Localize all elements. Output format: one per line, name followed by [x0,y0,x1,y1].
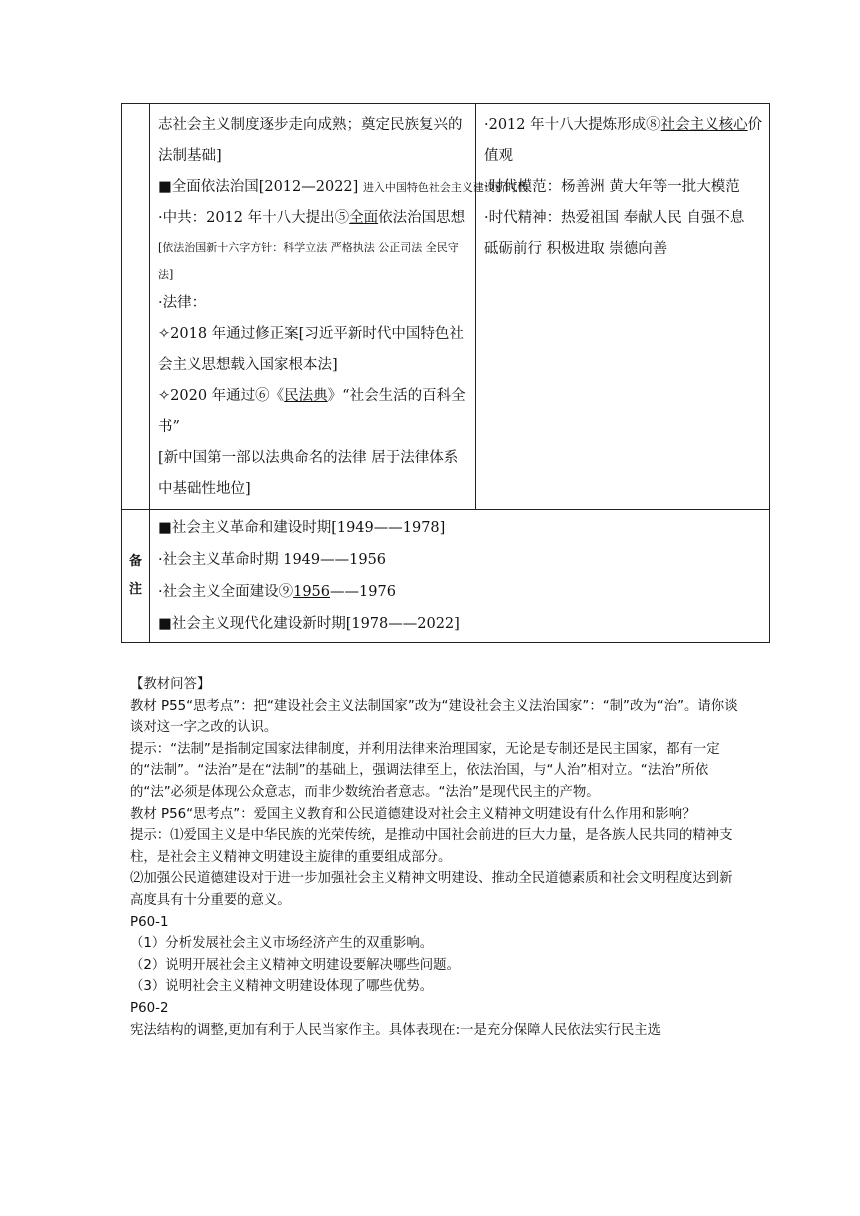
exercise-label: P60-2 [130,1000,169,1016]
list-item: ·社会主义全面建设⑨1956——1976 [158,584,396,600]
list-item: ·中共：2012 年十八大提出⑤全面依法治国思想 [158,210,466,226]
list-item: ·法律： [158,295,207,311]
notes-label: 备 注 [122,510,150,643]
list-item: ·社会主义革命时期 1949——1956 [158,552,387,568]
table-row [122,510,770,643]
exercise-label: P60-1 [130,914,169,930]
section-heading: 【教材问答】 [130,677,211,692]
textbook-qa-section [130,674,740,1041]
answer-text: 提示：“法制”是指制定国家法律制度，并利用法律来治理国家，无论是专制还是民主国家，都有一定的“法制”。“法治”是在“法制”的基础上，强调法律至上，依法治国，与“人治”相对立。“法治”所依的“法”必须是体现公众意志，而非少数统治者意志。“法治”是现代民主的产物。 [130,741,720,800]
history-table [121,103,770,643]
list-item: ■社会主义革命和建设时期[1949——1978] [158,520,446,536]
list-item: ·时代精神：热爱祖国 奉献人民 自强不息 砥砺前行 积极进取 崇德向善 [484,210,745,257]
list-item: ·时代模范：杨善洲 黄大年等一批大模范 [484,179,740,195]
list-item: [依法治国新十六字方针：科学立法 严格执法 公正司法 全民守法] [158,241,459,281]
question-text: 教材 P55“思考点”：把“建设社会主义法制国家”改为“建设社会主义法治国家”：“制”改为“治”。请你谈谈对这一字之改的认识。 [130,698,738,736]
right-content-cell [476,104,770,510]
list-item: ■社会主义现代化建设新时期[1978——2022] [158,616,460,632]
list-item: （3）说明社会主义精神文明建设体现了哪些优势。 [130,979,434,995]
list-item: ✧2018 年通过修正案[习近平新时代中国特色社会主义思想载入国家根本法] [158,326,464,373]
answer-text: ⑵加强公民道德建设对于进一步加强社会主义精神文明建设、推动全民道德素质和社会文明程度达到新高度具有十分重要的意义。 [130,871,733,908]
list-item: [新中国第一部以法典命名的法律 居于法律体系中基础性地位] [158,450,459,497]
table-row [122,104,770,510]
question-text: 教材 P56“思考点”：爱国主义教育和公民道德建设对社会主义精神文明建设有什么作用和影响？ [130,806,696,822]
left-content-cell [150,104,528,510]
answer-text: 提示：⑴爱国主义是中华民族的光荣传统，是推动中国社会前进的巨大力量，是各族人民共同的精神支柱，是社会主义精神文明建设主旋律的重要组成部分。 [130,828,733,865]
notes-cell [150,510,770,643]
empty-label-cell [122,104,150,510]
section-heading: ■全面依法治国[2012—2022] 进入中国特色社会主义建设新时代 [158,179,528,195]
answer-text: 宪法结构的调整,更加有利于人民当家作主。具体表现在:一是充分保障人民依法实行民主选 [130,1022,661,1038]
list-item: （1）分析发展社会主义市场经济产生的双重影响。 [130,936,434,952]
list-item: ·2012 年十八大提炼形成⑧社会主义核心价值观 [484,117,763,164]
list-item: 志社会主义制度逐步走向成熟；奠定民族复兴的法制基础] [158,117,463,164]
list-item: （2）说明开展社会主义精神文明建设要解决哪些问题。 [130,957,460,973]
list-item: ✧2020 年通过⑥《民法典》“社会生活的百科全书” [158,388,466,435]
